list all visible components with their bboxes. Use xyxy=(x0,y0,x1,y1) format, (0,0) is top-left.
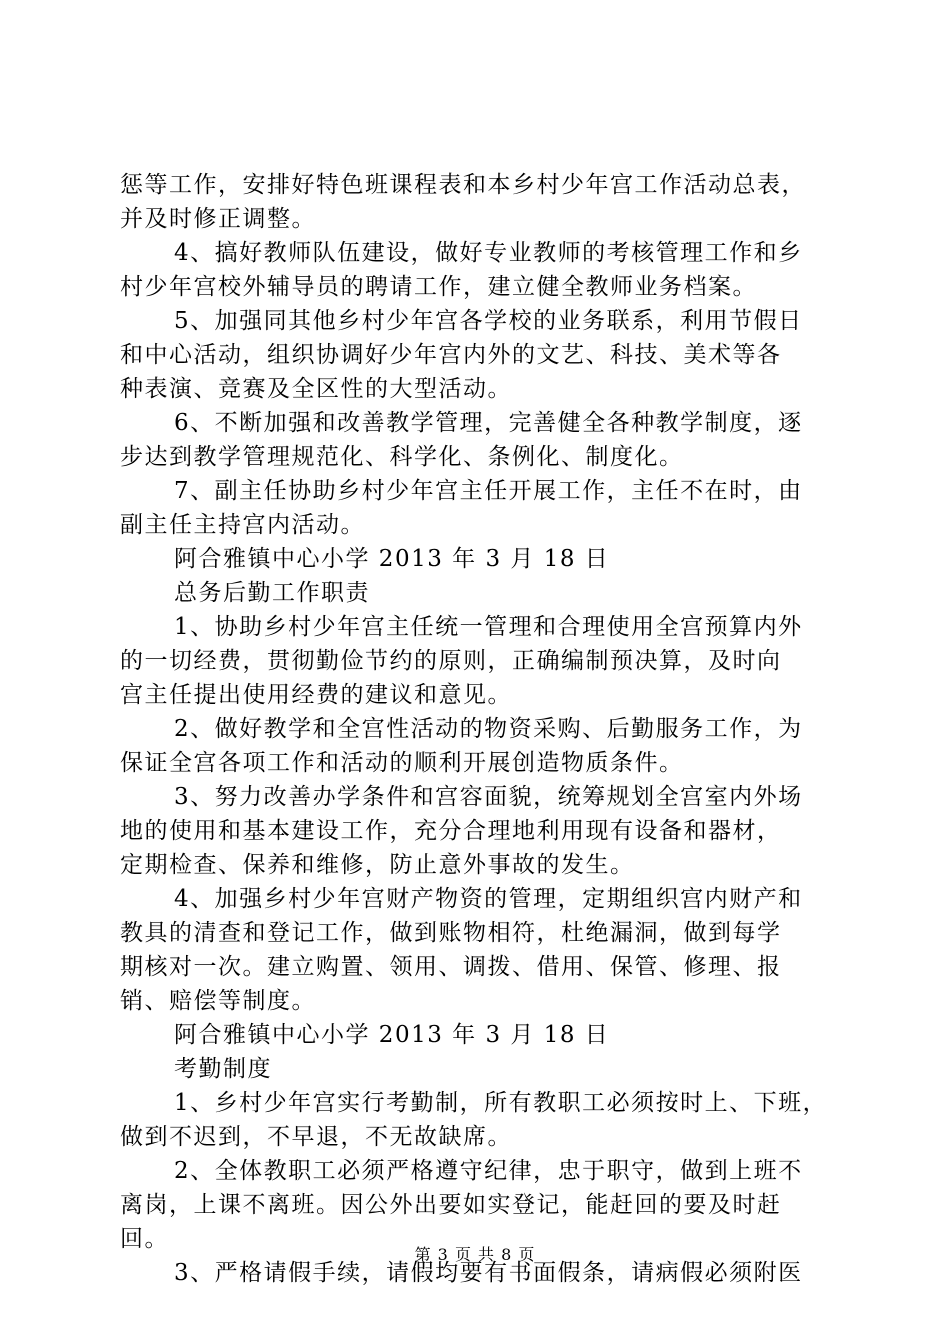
text-line: 做到不迟到，不早退，不无故缺席。 xyxy=(120,1124,512,1150)
text-line: 地的使用和基本建设工作，充分合理地利用现有设备和器材， xyxy=(120,818,782,844)
text-line: 5、加强同其他乡村少年宫各学校的业务联系，利用节假日 xyxy=(174,308,803,334)
page-footer: 第 3 页 共 8 页 xyxy=(414,1245,536,1264)
text-line: 销、赔偿等制度。 xyxy=(120,988,316,1014)
text-line: 阿合雅镇中心小学 2013 年 3 月 18 日 xyxy=(174,546,610,572)
text-line: 教具的清查和登记工作，做到账物相符，杜绝漏洞，做到每学 xyxy=(120,920,782,946)
text-line: 6、不断加强和改善教学管理，完善健全各种教学制度，逐 xyxy=(174,410,803,436)
text-line: 保证全宫各项工作和活动的顺利开展创造物质条件。 xyxy=(120,750,684,776)
text-line: 离岗，上课不离班。因公外出要如实登记，能赶回的要及时赶 xyxy=(120,1192,782,1218)
text-line: 4、加强乡村少年宫财产物资的管理，定期组织宫内财产和 xyxy=(174,886,803,912)
text-line: 并及时修正调整。 xyxy=(120,206,316,232)
text-line: 宫主任提出使用经费的建议和意见。 xyxy=(120,682,512,708)
text-line: 种表演、竞赛及全区性的大型活动。 xyxy=(120,376,512,402)
text-line: 1、乡村少年宫实行考勤制，所有教职工必须按时上、下班， xyxy=(174,1090,828,1116)
text-line: 2、做好教学和全宫性活动的物资采购、后勤服务工作，为 xyxy=(174,716,803,742)
text-line: 副主任主持宫内活动。 xyxy=(120,512,365,538)
text-line: 2、全体教职工必须严格遵守纪律，忠于职守，做到上班不 xyxy=(174,1158,803,1184)
text-line: 考勤制度 xyxy=(174,1056,272,1082)
text-line: 定期检查、保养和维修，防止意外事故的发生。 xyxy=(120,852,635,878)
text-line: 总务后勤工作职责 xyxy=(174,580,370,606)
text-line: 7、副主任协助乡村少年宫主任开展工作，主任不在时，由 xyxy=(174,478,803,504)
text-line: 惩等工作，安排好特色班课程表和本乡村少年宫工作活动总表， xyxy=(120,172,806,198)
text-line: 期核对一次。建立购置、领用、调拨、借用、保管、修理、报 xyxy=(120,954,782,980)
text-line: 3、严格请假手续，请假均要有书面假条，请病假必须附医 xyxy=(174,1260,803,1286)
text-line: 步达到教学管理规范化、科学化、条例化、制度化。 xyxy=(120,444,684,470)
text-line: 1、协助乡村少年宫主任统一管理和合理使用全宫预算内外 xyxy=(174,614,803,640)
text-line: 4、搞好教师队伍建设，做好专业教师的考核管理工作和乡 xyxy=(174,240,803,266)
text-line: 阿合雅镇中心小学 2013 年 3 月 18 日 xyxy=(174,1022,610,1048)
text-line: 和中心活动，组织协调好少年宫内外的文艺、科技、美术等各 xyxy=(120,342,782,368)
text-line: 村少年宫校外辅导员的聘请工作，建立健全教师业务档案。 xyxy=(120,274,757,300)
text-line: 3、努力改善办学条件和宫容面貌，统筹规划全宫室内外场 xyxy=(174,784,803,810)
text-line: 回。 xyxy=(120,1226,169,1252)
text-line: 的一切经费，贯彻勤俭节约的原则，正确编制预决算，及时向 xyxy=(120,648,782,674)
